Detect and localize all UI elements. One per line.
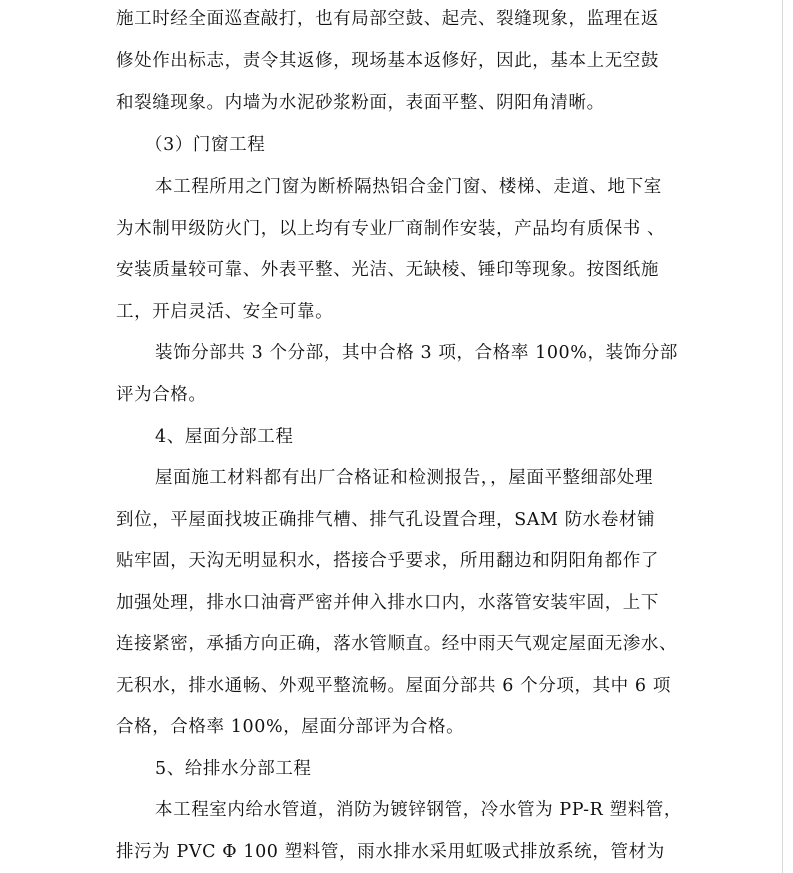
text-line: 连接紧密，承插方向正确，落水管顺直。经中雨天气观定屋面无渗水、 (116, 634, 678, 654)
page-margin-line (782, 0, 783, 873)
text-line: 到位，平屋面找坡正确排气槽、排气孔设置合理，SAM 防水卷材铺 (116, 510, 656, 530)
text-line: 合格，合格率 100%，屋面分部评为合格。 (116, 717, 465, 737)
text-line: 排污为 PVC Φ 100 塑料管，雨水排水采用虹吸式排放系统，管材为 (116, 842, 665, 862)
text-line: 工，开启灵活、安全可靠。 (116, 302, 334, 322)
text-line: 加强处理，排水口油膏严密并伸入排水口内，水落管安装牢固，上下 (116, 593, 659, 613)
text-line: 无积水，排水通畅、外观平整流畅。屋面分部共 6 个分项，其中 6 项 (116, 676, 671, 696)
text-line: 本工程所用之门窗为断桥隔热铝合金门窗、楼梯、走道、地下室 (155, 177, 662, 197)
text-line: 屋面施工材料都有出厂合格证和检测报告，，屋面平整细部处理 (155, 468, 654, 488)
section-heading-roofing: 4、屋面分部工程 (155, 427, 294, 447)
text-line: 为木制甲级防火门，以上均有专业厂商制作安装，产品均有质保书 、 (116, 219, 666, 239)
section-heading-doors-windows: （3）门窗工程 (145, 135, 266, 155)
text-line: 修处作出标志，责令其返修，现场基本返修好，因此，基本上无空鼓 (116, 51, 659, 71)
text-line: 安装质量较可靠、外表平整、光洁、无缺棱、锤印等现象。按图纸施 (116, 260, 659, 280)
text-line: 评为合格。 (116, 385, 207, 405)
text-line: 本工程室内给水管道，消防为镀锌钢管，冷水管为 PP-R 塑料管， (155, 800, 683, 820)
text-line: 贴牢固，天沟无明显积水，搭接合乎要求，所用翻边和阴阳角都作了 (116, 551, 659, 571)
text-line: 施工时经全面巡查敲打，也有局部空鼓、起壳、裂缝现象，监理在返 (116, 9, 659, 29)
text-line: 装饰分部共 3 个分部，其中合格 3 项，合格率 100%，装饰分部 (155, 343, 679, 363)
section-heading-plumbing: 5、给排水分部工程 (155, 759, 312, 779)
text-line: 和裂缝现象。内墙为水泥砂浆粉面，表面平整、阴阳角清晰。 (116, 93, 605, 113)
